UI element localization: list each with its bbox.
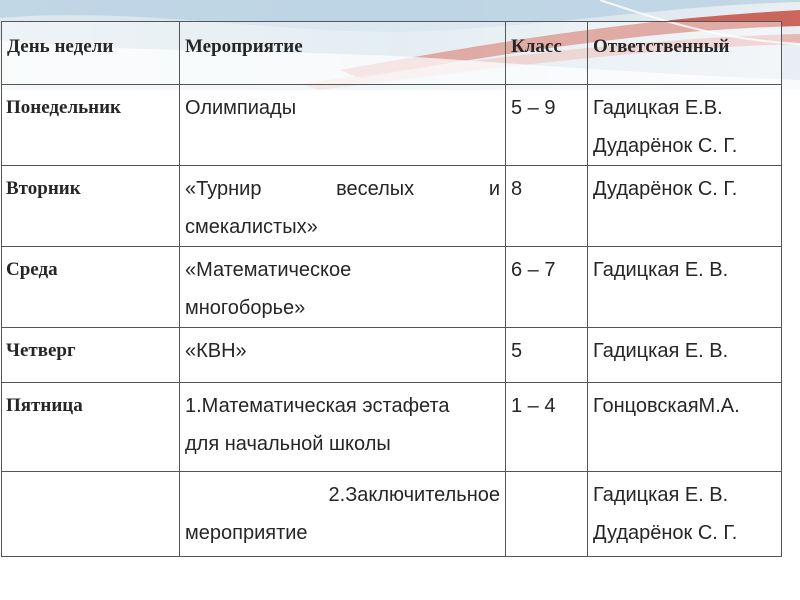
event-text: смекалистых»: [185, 216, 318, 238]
responsible-name: Дударёнок С. Г.: [593, 178, 738, 200]
table-row: [2, 328, 782, 383]
event-cell: [180, 166, 506, 247]
event-cell: [180, 328, 506, 383]
header-event: Мероприятие: [180, 22, 506, 85]
responsible-cell: [588, 328, 782, 383]
event-text: многоборье»: [185, 297, 306, 319]
responsible-cell: [588, 472, 782, 557]
responsible-cell: [588, 166, 782, 247]
event-cell: [180, 85, 506, 166]
table-header-row: [2, 22, 782, 85]
responsible-name: Гадицкая Е. В.: [593, 340, 729, 362]
responsible-name: Гадицкая Е.В.: [593, 97, 723, 119]
table-row: [2, 85, 782, 166]
day-cell: Вторник: [2, 166, 180, 247]
table-row: [2, 166, 782, 247]
day-cell: Среда: [2, 247, 180, 328]
grade-cell: 5: [506, 328, 588, 383]
responsible-name: Дударёнок С. Г.: [593, 522, 738, 544]
event-text: для начальной школы: [185, 433, 391, 455]
day-cell: Четверг: [2, 328, 180, 383]
schedule-table: [1, 21, 782, 557]
responsible-name: Гадицкая Е. В.: [593, 484, 729, 506]
table-row: [2, 472, 782, 557]
responsible-cell: [588, 85, 782, 166]
event-text: 1.Математическая эстафета: [185, 395, 450, 417]
responsible-name: Дударёнок С. Г.: [593, 135, 738, 157]
event-cell: [180, 247, 506, 328]
responsible-cell: [588, 383, 782, 472]
event-word: веселых: [336, 178, 415, 200]
event-cell: [180, 383, 506, 472]
event-word: и: [488, 178, 500, 200]
responsible-name: Гадицкая Е. В.: [593, 259, 729, 281]
header-responsible: Ответственный: [588, 22, 782, 85]
grade-cell: 8: [506, 166, 588, 247]
event-text: «КВН»: [185, 340, 247, 362]
grade-cell: 1 – 4: [506, 383, 588, 472]
table-row: [2, 383, 782, 472]
grade-cell: 5 – 9: [506, 85, 588, 166]
day-cell: Понедельник: [2, 85, 180, 166]
header-day: День недели: [2, 22, 180, 85]
grade-cell: 6 – 7: [506, 247, 588, 328]
responsible-name: ГонцовскаяМ.А.: [593, 395, 740, 417]
event-text: 2.Заключительное: [328, 484, 500, 506]
day-cell: [2, 472, 180, 557]
event-word: «Турнир: [185, 178, 262, 200]
grade-cell: [506, 472, 588, 557]
event-cell: [180, 472, 506, 557]
day-cell: Пятница: [2, 383, 180, 472]
table-row: [2, 247, 782, 328]
event-text: «Математическое: [185, 259, 352, 281]
event-text: мероприятие: [185, 522, 308, 544]
responsible-cell: [588, 247, 782, 328]
event-text-justified-line: [185, 170, 500, 208]
header-grade: Класс: [506, 22, 588, 85]
event-text: Олимпиады: [185, 97, 297, 119]
